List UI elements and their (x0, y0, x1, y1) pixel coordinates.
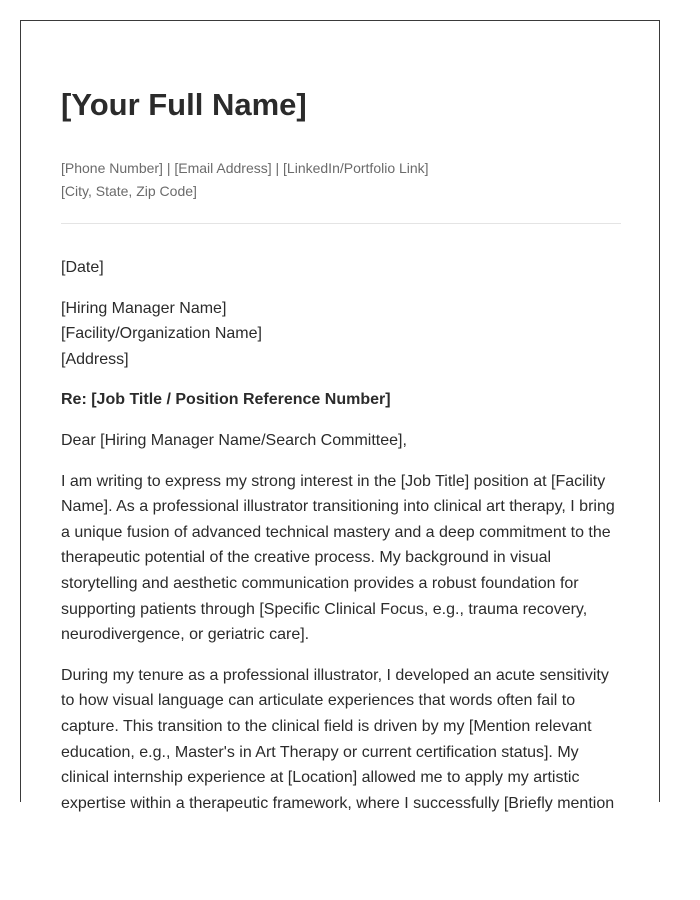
salutation: Dear [Hiring Manager Name/Search Committee], (61, 431, 407, 449)
letter-page (20, 20, 660, 812)
header-divider (61, 223, 621, 224)
letter-date: [Date] (61, 259, 104, 276)
body-paragraph-2: During my tenure as a professional illustrator, I developed an acute sensitivity to how visual language can articulate experiences that words often fail to capture. This transition to the clinical field is driven by my [Mention relevant education, e.g., Master's in Art Therapy or current certification status]. My clinical internship experience at [Location] allowed me to apply my artistic expertise within a therapeutic framework, where I successfully [Briefly mention (61, 666, 615, 812)
recipient-organization: [Facility/Organization Name] (61, 325, 262, 343)
recipient-block (61, 296, 621, 373)
body-paragraph-1: I am writing to express my strong interest in the [Job Title] position at [Facility Name]. As a professional illustrator transitioning into clinical art therapy, I bring a unique fusion of advanced technical mastery and a deep commitment to the therapeutic potential of the creative process. My background in visual storytelling and aesthetic communication provides a robust foundation for supporting patients through [Specific Clinical Focus, e.g., trauma recovery, neurodivergence, or geriatric care]. (61, 472, 615, 644)
recipient-name: [Hiring Manager Name] (61, 299, 227, 317)
contact-line-primary: [Phone Number] | [Email Address] | [LinkedIn/Portfolio Link] (61, 160, 429, 176)
recipient-address: [Address] (61, 350, 129, 368)
contact-info (61, 157, 621, 203)
contact-line-location: [City, State, Zip Code] (61, 183, 197, 199)
letter-content (61, 85, 621, 816)
subject-line: Re: [Job Title / Position Reference Number] (61, 391, 391, 409)
applicant-name: [Your Full Name] (61, 87, 307, 122)
